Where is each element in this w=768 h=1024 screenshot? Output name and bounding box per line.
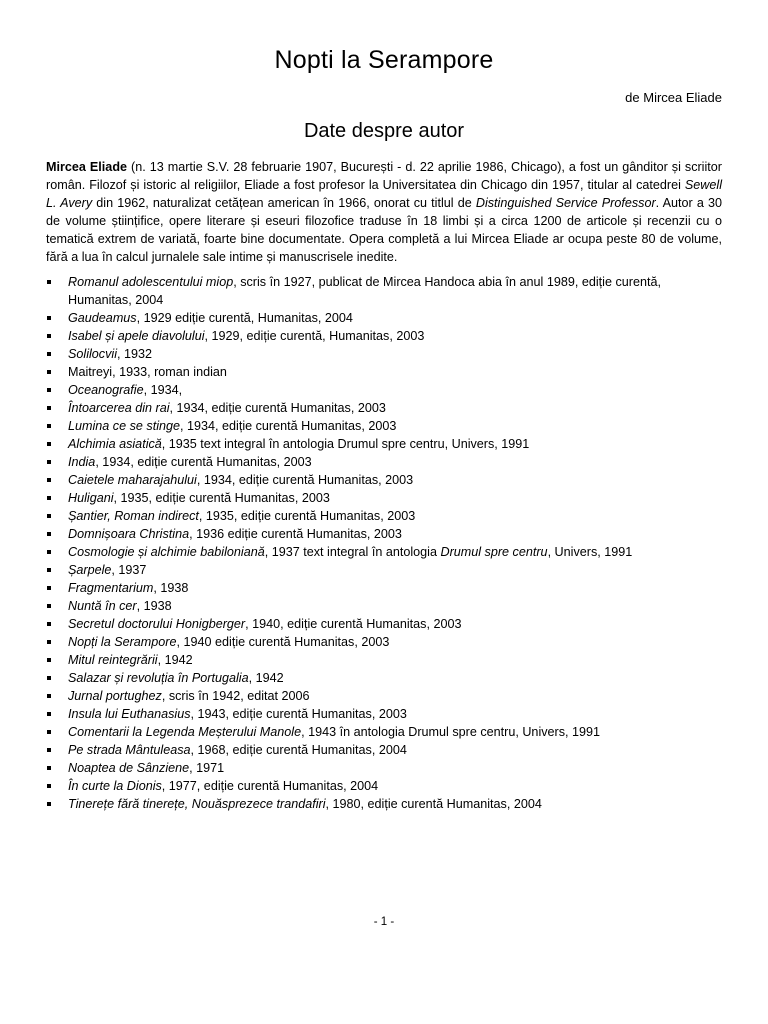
work-title: Noaptea de Sânziene [68,761,190,775]
work-title: Fragmentarium [68,581,154,595]
works-list [46,273,722,813]
work-title: Caietele maharajahului [68,473,197,487]
work-details: , 1937 text integral în antologia [264,545,441,559]
page-number: - 1 - [373,916,395,928]
intro-text-3: . Autor a 30 de volume științifice, opere literare și eseuri filozofice traduse în 18 limbi și a circa 1200 de articole și recenzii cu o tematică extrem de variată, foarte bine documentate. Opera completă a lui Mircea Eliade ar ocupa peste 80 de volume, fără a lua în calcul jurnalele sale intime și manuscrisele inedite. [46,196,722,264]
work-title: India [68,455,96,469]
work-title: Salazar și revoluția în Portugalia [68,671,249,685]
work-title: Jurnal portughez [68,689,162,703]
work-details: Maitreyi, 1933, roman indian [68,365,227,379]
list-item [46,615,722,633]
list-item [46,399,722,417]
work-details: , 1934, ediție curentă Humanitas, 2003 [169,401,386,415]
square-bullet-icon [47,586,51,590]
square-bullet-icon [47,388,51,392]
square-bullet-icon [47,658,51,662]
work-details: , scris în 1942, editat 2006 [161,689,310,703]
list-item [46,633,722,651]
list-item [46,687,722,705]
work-title: Solilocvii [68,347,117,361]
list-item [46,579,722,597]
work-details: , 1977, ediție curentă Humanitas, 2004 [161,779,379,793]
list-item [46,381,722,399]
work-details: , 1938 [136,599,172,613]
list-item [46,507,722,525]
list-item [46,651,722,669]
work-title: Nuntă în cer [68,599,137,613]
work-details-2: , Univers, 1991 [547,545,633,559]
intro-paragraph [46,158,722,266]
work-title: Isabel și apele diavolului [68,329,205,343]
square-bullet-icon [47,694,51,698]
list-item [46,669,722,687]
square-bullet-icon [47,568,51,572]
list-item [46,273,722,309]
work-title: Gaudeamus [68,311,137,325]
document-title: Nopti la Serampore [274,46,494,74]
work-title: Insula lui Euthanasius [68,707,191,721]
list-item [46,543,722,561]
square-bullet-icon [47,370,51,374]
work-details: , 1942 [157,653,193,667]
list-item [46,327,722,345]
work-title: Pe strada Mântuleasa [68,743,191,757]
work-details: , 1940, ediție curentă Humanitas, 2003 [245,617,462,631]
list-item [46,723,722,741]
author-line: de Mircea Eliade [625,90,722,105]
list-item [46,525,722,543]
list-item [46,561,722,579]
author-name: Mircea Eliade [46,160,128,174]
square-bullet-icon [47,748,51,752]
work-title: Secretul doctorului Honigberger [68,617,246,631]
work-title: Oceanografie [68,383,144,397]
square-bullet-icon [47,424,51,428]
section-heading: Date despre autor [303,120,465,142]
work-title-2: Drumul spre centru [440,545,548,559]
list-item [46,309,722,327]
square-bullet-icon [47,280,51,284]
list-item [46,435,722,453]
honor-title: Distinguished Service Professor [475,196,656,210]
intro-text-2: din 1962, naturalizat cetățean american în 1966, onorat cu titlul de [92,196,476,210]
square-bullet-icon [47,802,51,806]
work-title: Huligani [68,491,114,505]
list-item [46,345,722,363]
work-title: Șantier, Roman indirect [68,509,199,523]
list-item [46,759,722,777]
list-item [46,795,722,813]
work-title: Întoarcerea din rai [68,401,170,415]
list-item [46,417,722,435]
work-details: , 1934, ediție curentă Humanitas, 2003 [95,455,312,469]
work-details: , 1934, [143,383,183,397]
work-details: , 1936 ediție curentă Humanitas, 2003 [189,527,402,541]
work-details: , 1943, ediție curentă Humanitas, 2003 [190,707,407,721]
square-bullet-icon [47,496,51,500]
work-title: Tinerețe fără tinerețe, Nouăsprezece trandafiri [68,797,326,811]
list-item [46,597,722,615]
square-bullet-icon [47,784,51,788]
work-details: , 1971 [189,761,225,775]
list-item [46,777,722,795]
work-title: Alchimia asiatică [68,437,162,451]
chair-name: Sewell L. Avery [46,178,722,210]
work-title: Comentarii la Legenda Meșterului Manole [68,725,302,739]
work-title: Domnișoara Christina [68,527,190,541]
list-item [46,705,722,723]
list-item [46,453,722,471]
work-details: , 1929, ediție curentă, Humanitas, 2003 [204,329,425,343]
work-details: , 1934, ediție curentă Humanitas, 2003 [196,473,414,487]
work-details: , 1968, ediție curentă Humanitas, 2004 [190,743,407,757]
work-details: , 1935 text integral în antologia Drumul spre centru, Univers, 1991 [161,437,530,451]
square-bullet-icon [47,622,51,626]
square-bullet-icon [47,442,51,446]
work-title: În curte la Dionis [68,779,162,793]
work-title: Mitul reintegrării [68,653,158,667]
work-details: , 1940 ediție curentă Humanitas, 2003 [176,635,390,649]
square-bullet-icon [47,676,51,680]
list-item [46,471,722,489]
list-item [46,741,722,759]
work-title: Romanul adolescentului miop [68,275,234,289]
work-details: , 1932 [117,347,153,361]
square-bullet-icon [47,640,51,644]
work-title: Șarpele [68,563,112,577]
list-item [46,489,722,507]
list-item [46,363,722,381]
square-bullet-icon [47,334,51,338]
square-bullet-icon [47,532,51,536]
work-details: , 1929 ediție curentă, Humanitas, 2004 [136,311,353,325]
square-bullet-icon [47,514,51,518]
square-bullet-icon [47,460,51,464]
work-details: , 1935, ediție curentă Humanitas, 2003 [113,491,330,505]
square-bullet-icon [47,406,51,410]
square-bullet-icon [47,766,51,770]
square-bullet-icon [47,478,51,482]
square-bullet-icon [47,316,51,320]
square-bullet-icon [47,712,51,716]
work-details: , 1942 [248,671,284,685]
work-details: , 1934, ediție curentă Humanitas, 2003 [180,419,397,433]
work-details: , 1943 în antologia Drumul spre centru, Univers, 1991 [301,725,601,739]
square-bullet-icon [47,604,51,608]
work-details: , 1980, ediție curentă Humanitas, 2004 [325,797,542,811]
work-details: , 1935, ediție curentă Humanitas, 2003 [198,509,416,523]
work-details: , scris în 1927, publicat de Mircea Handoca abia în anul 1989, ediție curentă, Humanitas, 2004 [68,275,661,307]
work-details: , 1937 [111,563,147,577]
work-title: Lumina ce se stinge [68,419,181,433]
square-bullet-icon [47,550,51,554]
work-details: , 1938 [153,581,189,595]
work-title: Cosmologie și alchimie babiloniană [68,545,265,559]
square-bullet-icon [47,730,51,734]
work-title: Nopți la Serampore [68,635,177,649]
intro-text-1: (n. 13 martie S.V. 28 februarie 1907, București - d. 22 aprilie 1986, Chicago), a fost un gânditor și scriitor român. Filozof și istoric al religiilor, Eliade a fost profesor la Universitatea din Chicago din 1957, titular al catedrei [46,160,722,192]
square-bullet-icon [47,352,51,356]
